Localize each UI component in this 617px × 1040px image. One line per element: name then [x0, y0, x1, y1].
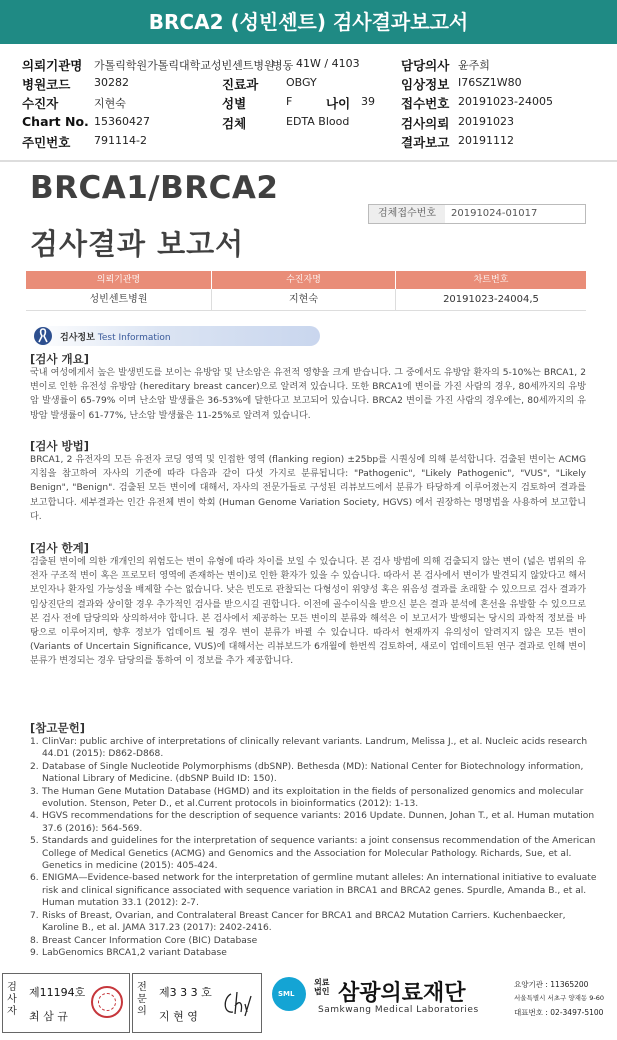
- specimen-receipt-label: 검체접수번호: [369, 205, 445, 223]
- sex-value: F: [286, 95, 293, 108]
- reference-text: Standards and guidelines for the interpretation of sequence variants: a joint consensus recommendation of the American College of Medical Genetics (ACMG) and Genomics and the Association for Molecular Pathology. Richards, Sue, et al. Genetics in medicine (2015): 405-424.: [42, 836, 596, 872]
- logo-text: SML: [278, 990, 295, 998]
- tester-vertical-label: 검사자: [7, 982, 17, 1017]
- table-header-cell: 의뢰기관명: [26, 271, 212, 289]
- contact-address: 서울특별시 서초구 양재동 9-60: [514, 994, 605, 1002]
- age-value: 39: [361, 95, 375, 108]
- table-header-row: [26, 271, 586, 289]
- table-header-cell: 차트번호: [473, 275, 509, 285]
- section-banner-title: 검사정보: [60, 333, 95, 343]
- section-banner-label: [60, 330, 171, 343]
- chart-no-label: Chart No.: [22, 114, 89, 129]
- clinical-info-value: I76SZ1W80: [458, 76, 522, 89]
- reference-text: Breast Cancer Information Core (BIC) Database: [42, 935, 258, 946]
- table-cell: 성빈센트병원: [26, 289, 212, 310]
- references-list: [30, 736, 600, 959]
- signature-icon: [221, 986, 257, 1020]
- patient-value: 지현숙: [94, 97, 126, 110]
- table-cell: 20191023-24004,5: [443, 294, 539, 305]
- reference-text: Risks of Breast, Ovarian, and Contralateral Breast Cancer for BRCA1 and BRCA2 Mutation Carriers. Kuchenbaecker, Karoline B., et al. JAMA 317.23 (2017): 2402-2416.: [42, 910, 566, 934]
- ribbon-icon: [34, 324, 52, 348]
- hospital-code-value: 30282: [94, 76, 129, 89]
- table-cell: 지현숙: [212, 289, 396, 310]
- reference-text: ENIGMA—Evidence-based network for the interpretation of germline mutant alleles: An international initiative to evaluate risk and clinical significance associated with sequence variation in BRCA1 and BRCA2 genes. Spurdle, Amanda B., et al. Human mutation 33.1 (2012): 2-7.: [42, 873, 597, 909]
- org-small-label: 외료법인: [314, 978, 330, 996]
- tester-license: 제11194호: [29, 986, 86, 999]
- specialist-license: 제3 3 3 호: [159, 986, 212, 999]
- receipt-no-value: 20191023-24005: [458, 95, 553, 108]
- contact-code: 요양기관 : 11365200: [514, 980, 589, 989]
- list-item: 9. LabGenomics BRCA1,2 variant Database: [30, 947, 227, 958]
- doctor-value: 윤주희: [458, 59, 490, 72]
- overview-text: 국내 여성에게서 높은 발생빈도를 보이는 유방암 및 난소암은 유전적 영향을 크게 받습니다. 그 중에서도 유방암 환자의 5-10%는 BRCA1, 2 변이로 인한 유전성 유방암 (hereditary breast cancer)으로 알려져 있습니다. 또한 BRCA1에 변이를 가진 사람의 경우, 80세까지의 유방암 발생률이 65-79% 이며 난소암 발생률은 36-53%에 달한다고 보고되어 있습니다. BRCA2 변이를 가진 사람의 경우에는, 80세까지의 유방암 발생률이 61-77%, 난소암 발생률은 11-25%로 알려져 있습니다.: [30, 368, 586, 421]
- table-row: [26, 289, 586, 311]
- ward-label: 병동: [272, 59, 294, 72]
- header-info: [0, 52, 617, 152]
- overview-heading: [검사 개요]: [30, 352, 89, 366]
- limitation-heading: [검사 한계]: [30, 541, 89, 555]
- org-english-name: Samkwang Medical Laboratories: [318, 1005, 479, 1015]
- method-text: BRCA1, 2 유전자의 모든 유전자 코딩 영역 및 인접한 영역 (flanking region) ±25bp를 시퀀싱에 의해 분석합니다. 검출된 변이는 ACMG 지침을 참고하여 자사의 기준에 따라 다음과 같이 다섯 가지로 분류됩니다: "Pathogenic", "Likely Pathogenic", "VUS", "Likely Benign", "Benign". 검출된 모든 변이에 대해서, 자사의 전문가들로 구성된 리뷰보드에서 분류가 타당하게 이루어졌는지 검토하여 결과를 보고합니다. 세부결과는 인간 유전체 변이 학회 (Human Genome Variation Society, HGVS) 에서 권장하는 명명법을 사용하여 보고합니다.: [30, 455, 586, 522]
- references-heading: [참고문헌]: [30, 721, 85, 735]
- section-banner-en: Test Information: [97, 333, 171, 343]
- org-name: 삼광의료재단: [338, 981, 466, 1006]
- list-item: 5. Standards and guidelines for the interpretation of sequence variants: a joint consensus recommendation of the American College of Medical Genetics (ACMG) and Genomics and the Association for Molecular Pathology. Richards, Sue, et al. Genetics in medicine (2015): 405-424.: [30, 836, 596, 872]
- request-date-label: 검사의뢰: [401, 116, 450, 131]
- reference-text: HGVS recommendations for the description of sequence variants: 2016 Update. Dunnen, Johan T., et al. Human mutation 37.6 (2016): 564-569.: [42, 811, 595, 834]
- specialist-name: 지 현 영: [159, 1010, 198, 1023]
- footer: [0, 973, 617, 1035]
- report-title: BRCA2 (성빈센트) 검사결과보고서: [0, 0, 617, 44]
- patient-label: 수진자: [22, 96, 59, 111]
- receipt-no-label: 접수번호: [401, 96, 450, 111]
- tester-name: 최 삼 규: [29, 1010, 68, 1023]
- age-label: 나이: [326, 96, 351, 111]
- method-heading: [검사 방법]: [30, 439, 89, 453]
- list-item: 1. ClinVar: public archive of interpretations of clinically relevant variants. Landrum, Melissa J., et al. Nucleic acids research 44.D1 (2015): D862-D868.: [30, 737, 588, 760]
- list-item: 6. ENIGMA—Evidence-based network for the interpretation of germline mutant alleles: An international initiative to evaluate risk and clinical significance associated with sequence variation in BRCA1 and BRCA2 genes. Spurdle, Amanda B., et al. Human mutation 33.1 (2012): 2-7.: [30, 873, 597, 909]
- specimen-receipt-value: 20191024-01017: [451, 208, 538, 219]
- specialist-box: [132, 973, 262, 1033]
- reference-text: The Human Gene Mutation Database (HGMD) and its exploitation in the fields of personalized genomics and molecular evolution. Stenson, Peter D., et al.Current protocols in bioinformatics (2012): 1-13.: [42, 786, 584, 810]
- list-item: 7. Risks of Breast, Ovarian, and Contralateral Breast Cancer for BRCA1 and BRCA2 Mutation Carriers. Kuchenbaecker, Karoline B., et al. JAMA 317.23 (2017): 2402-2416.: [30, 910, 566, 934]
- contact-phone: 대표번호 : 02-3497-5100: [514, 1008, 604, 1017]
- client-value: 가톨릭학원가톨릭대학교성빈센트병원: [94, 59, 275, 72]
- request-date-value: 20191023: [458, 115, 514, 128]
- reference-text: ClinVar: public archive of interpretations of clinically relevant variants. Landrum, Melissa J., et al. Nucleic acids research 44.D1 (2015): D862-D868.: [42, 737, 588, 760]
- resident-no-value: 791114-2: [94, 134, 147, 147]
- report-heading: BRCA1/BRCA2: [30, 170, 279, 206]
- clinical-info-label: 임상정보: [401, 77, 450, 92]
- list-item: 4. HGVS recommendations for the description of sequence variants: 2016 Update. Dunnen, Johan T., et al. Human mutation 37.6 (2016): 564-569.: [30, 811, 595, 834]
- limitation-text: 검출된 변이에 의한 개개인의 위험도는 변이 유형에 따라 차이를 보일 수 있습니다. 본 검사 방법에 의해 검출되지 않는 변이 (넓은 범위의 유전자 구조적 변이 혹은 프로모터 영역에 존재하는 변이)로 인한 환자가 있을 수 있습니다. 따라서 본 검사에서 변이가 발견되지 않았다고 해서 보인자나 환자일 가능성을 배제할 수는 없습니다. 낮은 빈도로 관찰되는 다형성이 위양성 혹은 위음성 결과를 초래할 수 있으므로 검사 결과가 임상진단의 결과와 상이할 경우 추가적인 검사를 받으시길 권합니다. 이전에 골수이식을 받으신 분은 결과 분석에 혼선을 유발할 수 있으므로 본 검사 전에 담당의와 상의하셔야 합니다. 본 검사에서 제공하는 모든 변이의 분류와 해석은 이 보고서가 발행되는 당시의 과학적 정보를 바탕으로 이루어지며, 향후 정보가 업데이트 될 경우 변이 분류가 바뀔 수 있습니다. 따라서 현재까지 유의성이 알려지지 않은 모든 변이 (Variants of Uncertain Significance, VUS)에 대해서는 리뷰보드가 6개월에 한번씩 검토하여, 새로이 업데이트된 연구 결과로 인해 변이 분류가 변경되는 경우 담당의를 통하여 이 정보를 추가 제공합니다.: [30, 557, 586, 667]
- chart-no-value: 15360427: [94, 115, 150, 128]
- ward-value: 41W / 4103: [296, 57, 360, 70]
- client-label: 의뢰기관명: [22, 58, 83, 73]
- resident-no-label: 주민번호: [22, 135, 71, 150]
- seal-icon: [91, 986, 123, 1018]
- dept-label: 진료과: [222, 77, 259, 92]
- sex-label: 성별: [222, 96, 247, 111]
- specialist-vertical-label: 전문의: [137, 982, 147, 1017]
- specimen-value: EDTA Blood: [286, 115, 350, 128]
- list-item: 2. Database of Single Nucleotide Polymorphisms (dbSNP). Bethesda (MD): National Center for Biotechnology information, National Library of Medicine. (dbSNP Build ID: 150).: [30, 761, 584, 785]
- doctor-label: 담당의사: [401, 58, 450, 73]
- specimen-receipt-box: [368, 204, 586, 224]
- reference-text: LabGenomics BRCA1,2 variant Database: [42, 947, 227, 958]
- report-subheading: 검사결과 보고서: [30, 227, 245, 261]
- tester-box: [2, 973, 130, 1033]
- table-header-cell: 수진자명: [212, 271, 396, 289]
- specimen-label: 검체: [222, 116, 247, 131]
- list-item: 8. Breast Cancer Information Core (BIC) Database: [30, 935, 258, 946]
- dept-value: OBGY: [286, 76, 317, 89]
- report-date-label: 결과보고: [401, 135, 450, 150]
- report-date-value: 20191112: [458, 134, 514, 147]
- patient-info-table: [26, 271, 586, 311]
- reference-text: Database of Single Nucleotide Polymorphisms (dbSNP). Bethesda (MD): National Center for Biotechnology information, National Library of Medicine. (dbSNP Build ID: 150).: [42, 761, 584, 785]
- hospital-code-label: 병원코드: [22, 77, 71, 92]
- list-item: 3. The Human Gene Mutation Database (HGMD) and its exploitation in the fields of personalized genomics and molecular evolution. Stenson, Peter D., et al.Current protocols in bioinformatics (2012): 1-13.: [30, 786, 584, 810]
- divider: [0, 160, 617, 162]
